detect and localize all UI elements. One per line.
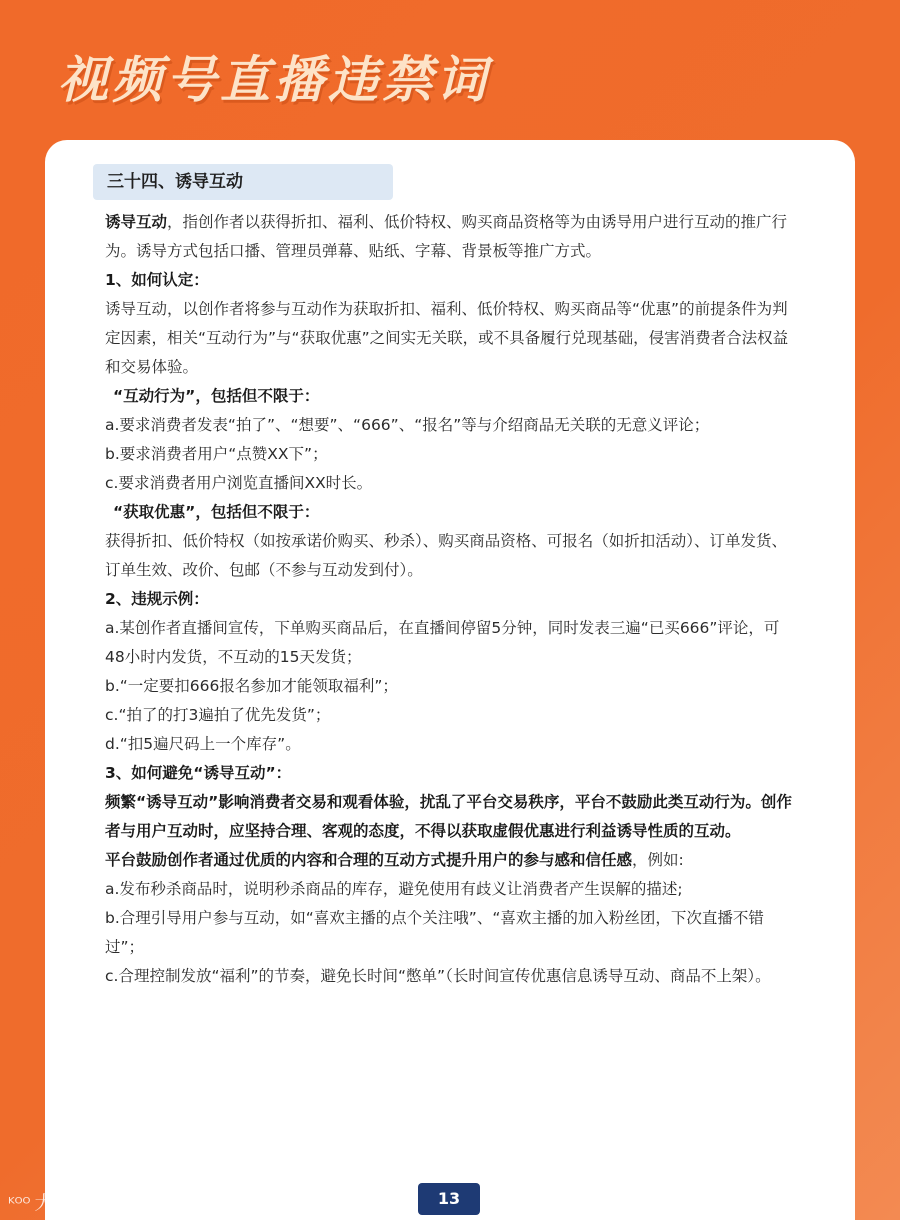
interaction-item-a: a.要求消费者发表“拍了”、“想要”、“666”、“报名”等与介绍商品无关联的无意义评论； <box>105 416 710 434</box>
part1-body: 诱导互动，以创作者将参与互动作为获取折扣、福利、低价特权、购买商品等“优惠”的前提条件为判定因素，相关“互动行为”与“获取优惠”之间实无关联，或不具备履行兑现基础，侵害消费者合法权益和交易体验。 <box>105 300 789 376</box>
watermark-logo-icon: ᴷᴼᴼ <box>8 1194 31 1213</box>
document-body <box>105 208 795 991</box>
watermark <box>8 1188 110 1215</box>
suggestion-item-a: a.发布秒杀商品时，说明秒杀商品的库存，避免使用有歧义让消费者产生误解的描述; <box>105 880 683 898</box>
watermark-text: 大数跨境 <box>34 1192 111 1214</box>
encourage-paragraph <box>105 846 795 875</box>
encourage-tail: ，例如: <box>632 851 684 869</box>
benefit-heading: “获取优惠”，包括但不限于： <box>113 503 320 521</box>
suggestion-item-b: b.合理引导用户参与互动，如“喜欢主播的点个关注哦”、“喜欢主播的加入粉丝团，下次直播不错过”； <box>105 909 764 956</box>
encourage-bold: 平台鼓励创作者通过优质的内容和合理的互动方式提升用户的参与感和信任感 <box>105 851 633 869</box>
intro-text: ，指创作者以获得折扣、福利、低价特权、购买商品资格等为由诱导用户进行互动的推广行为。诱导方式包括口播、管理员弹幕、贴纸、字幕、背景板等推广方式。 <box>105 213 788 260</box>
benefit-body: 获得折扣、低价特权（如按承诺价购买、秒杀）、购买商品资格、可报名（如折扣活动）、订单发货、订单生效、改价、包邮（不参与互动发到付）。 <box>105 532 788 579</box>
interaction-heading: “互动行为”，包括但不限于： <box>113 387 320 405</box>
violation-example-c: c.“拍了的打3遍拍了优先发货”； <box>105 706 331 724</box>
intro-term: 诱导互动 <box>105 213 168 231</box>
page-number-badge: 13 <box>418 1183 480 1215</box>
part3-heading: 3、如何避免“诱导互动”： <box>105 764 292 782</box>
interaction-item-b: b.要求消费者用户“点赞XX下”； <box>105 445 328 463</box>
violation-example-a: a.某创作者直播间宣传，下单购买商品后，在直播间停留5分钟，同时发表三遍“已买666”评论，可48小时内发货，不互动的15天发货； <box>105 619 780 666</box>
section-heading: 三十四、诱导互动 <box>93 164 393 200</box>
violation-example-d: d.“扣5遍尺码上一个库存”。 <box>105 735 301 753</box>
part2-heading: 2、违规示例： <box>105 590 209 608</box>
violation-example-b: b.“一定要扣666报名参加才能领取福利”； <box>105 677 398 695</box>
content-card <box>45 140 855 1220</box>
part3-bold-paragraph: 频繁“诱导互动”影响消费者交易和观看体验，扰乱了平台交易秩序，平台不鼓励此类互动行为。创作者与用户互动时，应坚持合理、客观的态度，不得以获取虚假优惠进行利益诱导性质的互动。 <box>105 793 792 840</box>
part1-heading: 1、如何认定： <box>105 271 209 289</box>
suggestion-item-c: c.合理控制发放“福利”的节奏，避免长时间“憋单”（长时间宣传优惠信息诱导互动、商品不上架）。 <box>105 967 771 985</box>
page-header-title: 视频号直播违禁词 <box>58 51 490 109</box>
intro-paragraph <box>105 208 795 266</box>
interaction-item-c: c.要求消费者用户浏览直播间XX时长。 <box>105 474 373 492</box>
